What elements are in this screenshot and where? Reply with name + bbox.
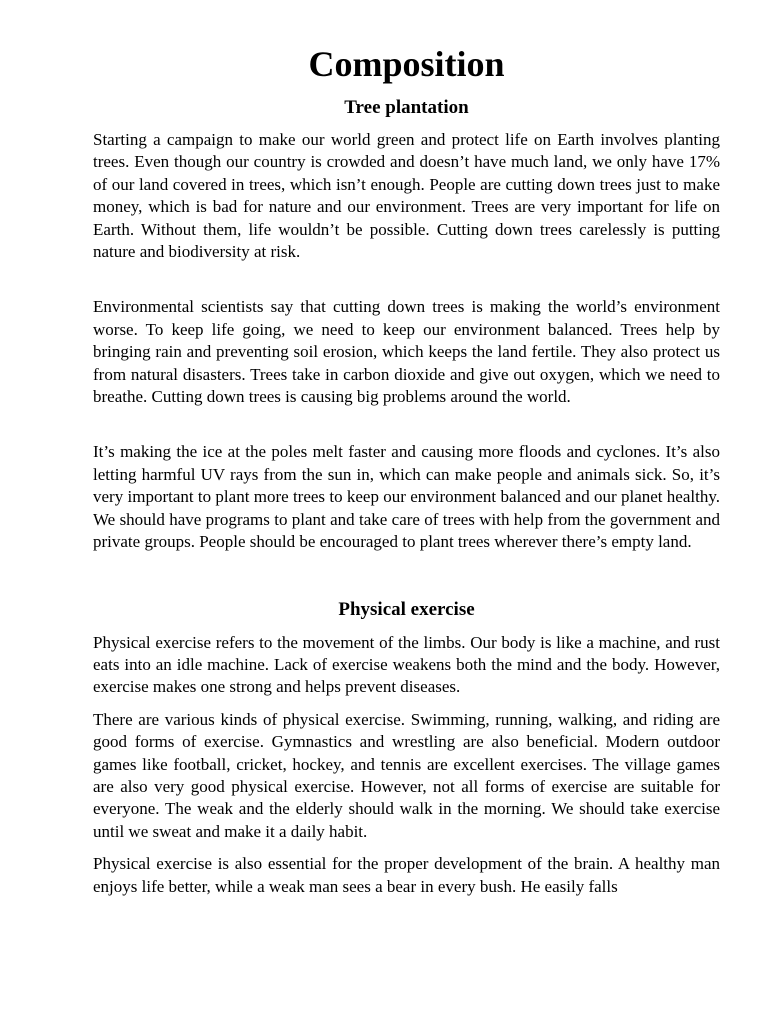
paragraph: Physical exercise refers to the movement of the limbs. Our body is like a machine, and rust eats into an idle machine. Lack of exercise weakens both the mind and the body. However, exercise makes one strong and helps prevent diseases. [93,632,720,697]
paragraph: It’s making the ice at the poles melt faster and causing more floods and cyclones. It’s also letting harmful UV rays from the sun in, which can make people and animals sick. So, it’s very important to plant more trees to keep our environment balanced and our planet healthy. We should have programs to plant and take care of trees with help from the government and private groups. People should be encouraged to plant trees wherever there’s empty land. [93,442,720,552]
section-heading-physical-exercise: Physical exercise [338,598,475,620]
section-tree-plantation [93,96,720,554]
section-heading-tree-plantation: Tree plantation [344,97,469,118]
document-title: Composition [308,44,505,84]
paragraph: Physical exercise is also essential for the proper development of the brain. A healthy man enjoys life better, while a weak man sees a bear in every bush. He easily falls [93,854,720,896]
paragraph: There are various kinds of physical exercise. Swimming, running, walking, and riding are good forms of exercise. Gymnastics and wrestling are also beneficial. Modern outdoor games like football, cricket, hockey, and tennis are excellent exercises. The village games are also very good physical exercise. However, not all forms of exercise are suitable for everyone. The weak and the elderly should walk in the morning. We should take exercise until we sweat and make it a daily habit. [93,709,720,841]
document-page [93,0,720,898]
section-physical-exercise [93,598,720,898]
paragraph: Environmental scientists say that cutting down trees is making the world’s environment worse. To keep life going, we need to keep our environment balanced. Trees help by bringing rain and preventing soil erosion, which keeps the land fertile. They also protect us from natural disasters. Trees take in carbon dioxide and give out oxygen, which we need to breathe. Cutting down trees is causing big problems around the world. [93,297,720,407]
paragraph: Starting a campaign to make our world green and protect life on Earth involves planting trees. Even though our country is crowded and doesn’t have much land, we only have 17% of our land covered in trees, which isn’t enough. People are cutting down trees just to make money, which is bad for nature and our environment. Trees are very important for life on Earth. Without them, life wouldn’t be possible. Cutting down trees carelessly is putting nature and biodiversity at risk. [93,130,720,262]
